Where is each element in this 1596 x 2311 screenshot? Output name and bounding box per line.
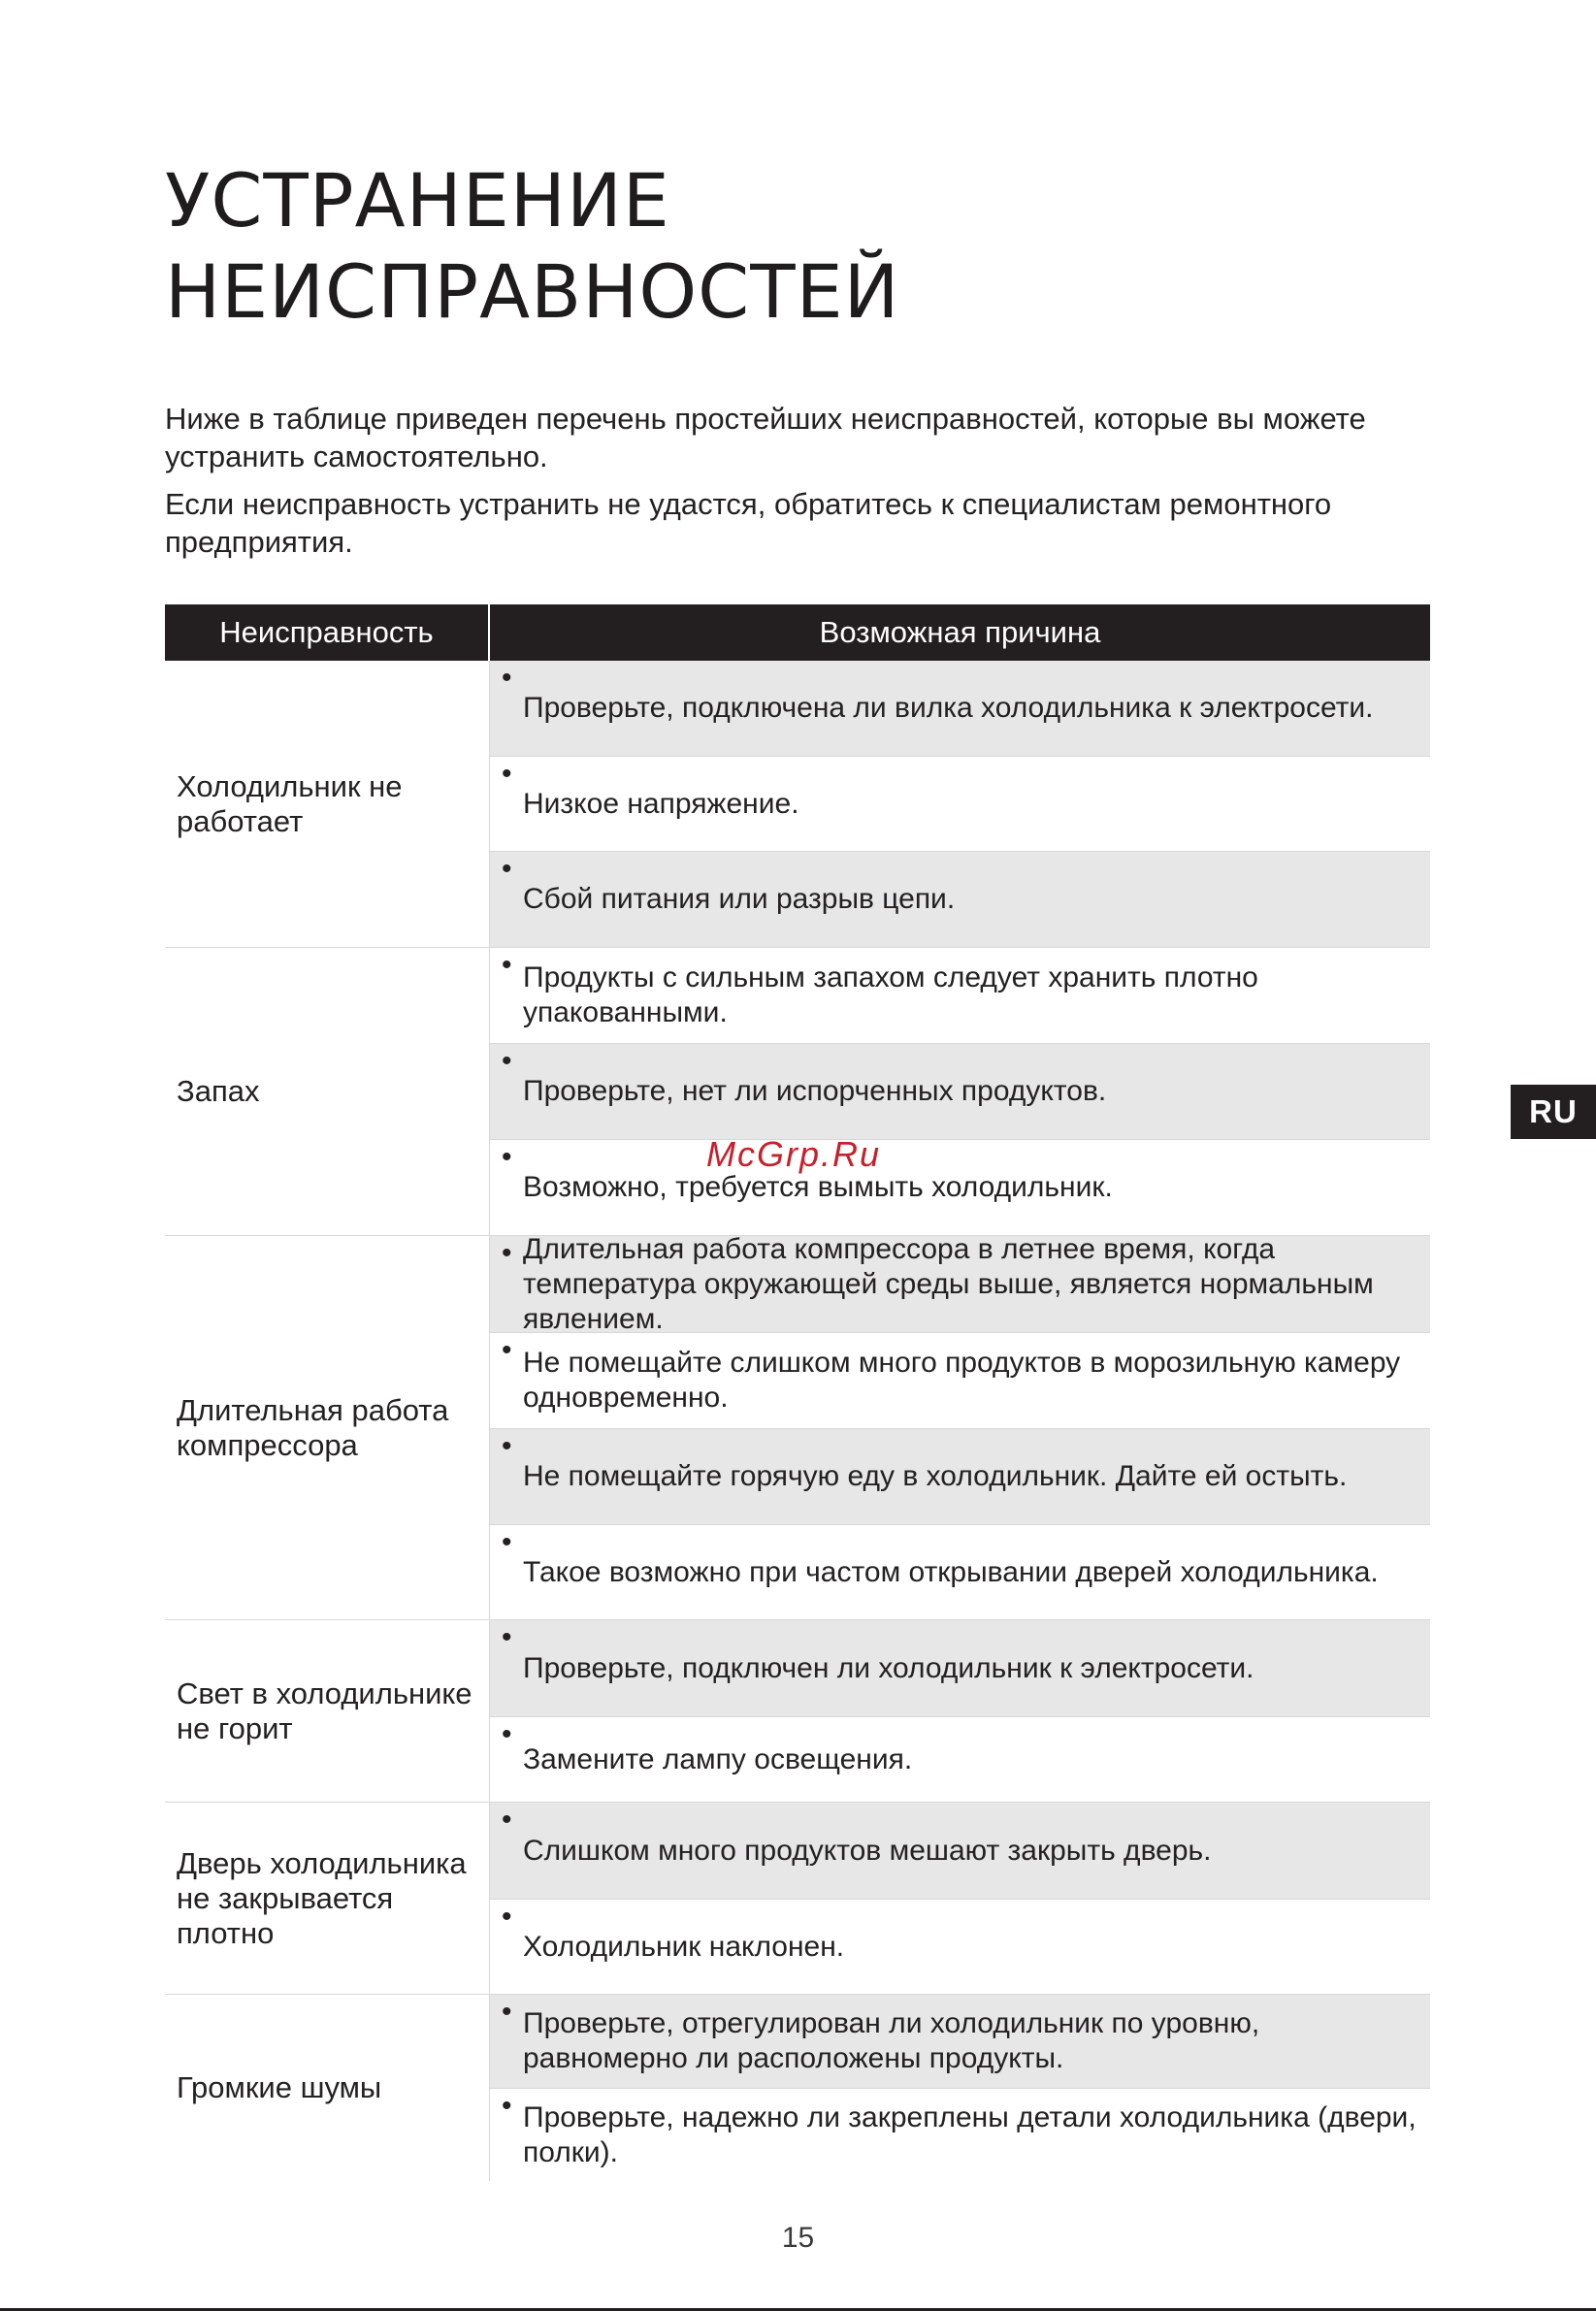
- issue-cell: Громкие шумы: [165, 1995, 490, 2181]
- cause-item: [490, 1803, 1430, 1899]
- bullet-icon: •: [502, 1621, 512, 1653]
- cause-item: [490, 1043, 1430, 1139]
- bullet-icon: •: [502, 2090, 512, 2122]
- table-row-group: [165, 1620, 1430, 1803]
- bullet-icon: •: [502, 949, 512, 981]
- bullet-icon: •: [502, 1804, 512, 1836]
- cause-item: [490, 1716, 1430, 1802]
- bullet-icon: •: [502, 758, 512, 790]
- table-row-group: [165, 1232, 1430, 1620]
- table-row-group: [165, 1995, 1430, 2181]
- cause-item: [490, 851, 1430, 947]
- issue-cell: Холодильник не работает: [165, 661, 490, 947]
- page-number: 15: [781, 2222, 815, 2254]
- cause-text: Проверьте, нет ли испорченных продуктов.: [523, 1075, 1107, 1107]
- table-header: [165, 604, 1430, 661]
- bullet-icon: •: [502, 1996, 512, 2028]
- cause-text: Не помещайте слишком много продуктов в морозильную камеру одновременно.: [523, 1347, 1401, 1414]
- cause-item: [490, 1995, 1430, 2088]
- intro-paragraph-1: Ниже в таблице приведен перечень простейших неисправностей, которые вы можете устранить самостоятельно.: [165, 402, 1366, 473]
- causes-cell: [490, 1620, 1430, 1802]
- cause-item: [490, 756, 1430, 851]
- intro-text: [165, 400, 1426, 570]
- issue-cell: Запах: [165, 948, 490, 1235]
- page-title-line-2: НЕИСПРАВНОСТЕЙ: [165, 248, 900, 335]
- bullet-icon: •: [502, 853, 512, 885]
- bullet-icon: •: [502, 1045, 512, 1077]
- bullet-icon: •: [502, 1334, 512, 1366]
- issue-cell: Свет в холодильнике не горит: [165, 1620, 490, 1802]
- cause-text: Не помещайте горячую еду в холодильник. Дайте ей остыть.: [523, 1460, 1348, 1492]
- cause-text: Слишком много продуктов мешают закрыть дверь.: [523, 1834, 1212, 1867]
- table-row-group: [165, 1803, 1430, 1995]
- bullet-icon: •: [502, 1237, 512, 1269]
- causes-cell: [490, 661, 1430, 947]
- cause-text: Проверьте, отрегулирован ли холодильник по уровню, равномерно ли расположены продукты.: [523, 2007, 1260, 2074]
- bullet-icon: •: [502, 1430, 512, 1462]
- cause-item: [490, 1232, 1430, 1335]
- cause-item: [490, 661, 1430, 756]
- cause-item: [490, 1620, 1430, 1716]
- causes-cell: [490, 1232, 1430, 1619]
- cause-item: [490, 1524, 1430, 1619]
- cause-item: [490, 1428, 1430, 1524]
- bullet-icon: •: [502, 1901, 512, 1933]
- cause-text: Низкое напряжение.: [523, 787, 799, 820]
- cause-text: Возможно, требуется вымыть холодильник.: [523, 1171, 1113, 1203]
- table-row-group: [165, 661, 1430, 948]
- bullet-icon: •: [502, 1718, 512, 1750]
- cause-text: Такое возможно при частом открывании дверей холодильника.: [523, 1555, 1379, 1588]
- cause-text: Замените лампу освещения.: [523, 1742, 913, 1775]
- watermark: McGrp.Ru: [706, 1134, 882, 1174]
- issue-cell: Дверь холодильника не закрывается плотно: [165, 1803, 490, 1994]
- page-title: [165, 155, 900, 338]
- cause-item: [490, 1899, 1430, 1994]
- issue-cell: Длительная работа компрессора: [165, 1236, 490, 1619]
- table-row-group: [165, 948, 1430, 1236]
- causes-cell: [490, 1995, 1430, 2181]
- cause-text: Проверьте, подключена ли вилка холодильника к электросети.: [523, 692, 1374, 724]
- causes-cell: [490, 1803, 1430, 1994]
- cause-item: [490, 1139, 1430, 1235]
- cause-text: Холодильник наклонен.: [523, 1930, 845, 1963]
- causes-cell: [490, 948, 1430, 1235]
- bullet-icon: •: [502, 1526, 512, 1558]
- intro-paragraph-2: Если неисправность устранить не удастся, обратитесь к специалистам ремонтного предприятия.: [165, 487, 1332, 559]
- troubleshooting-table: [165, 604, 1430, 2181]
- page-title-line-1: УСТРАНЕНИЕ: [165, 157, 670, 244]
- header-cause: Возможная причина: [819, 615, 1101, 649]
- cause-text: Проверьте, надежно ли закреплены детали холодильника (двери, полки).: [523, 2100, 1417, 2168]
- cause-item: [490, 2088, 1430, 2181]
- cause-text: Длительная работа компрессора в летнее время, когда температура окружающей среды выше, является нормальным явлением.: [523, 1232, 1374, 1335]
- bullet-icon: •: [502, 662, 512, 694]
- cause-text: Продукты с сильным запахом следует хранить плотно упакованными.: [523, 961, 1258, 1028]
- cause-text: Сбой питания или разрыв цепи.: [523, 883, 956, 915]
- cause-item: [490, 948, 1430, 1043]
- cause-text: Проверьте, подключен ли холодильник к электросети.: [523, 1651, 1254, 1684]
- cause-item: [490, 1332, 1430, 1428]
- header-issue: Неисправность: [165, 604, 490, 661]
- language-tab: RU: [1511, 1085, 1596, 1139]
- bullet-icon: •: [502, 1141, 512, 1173]
